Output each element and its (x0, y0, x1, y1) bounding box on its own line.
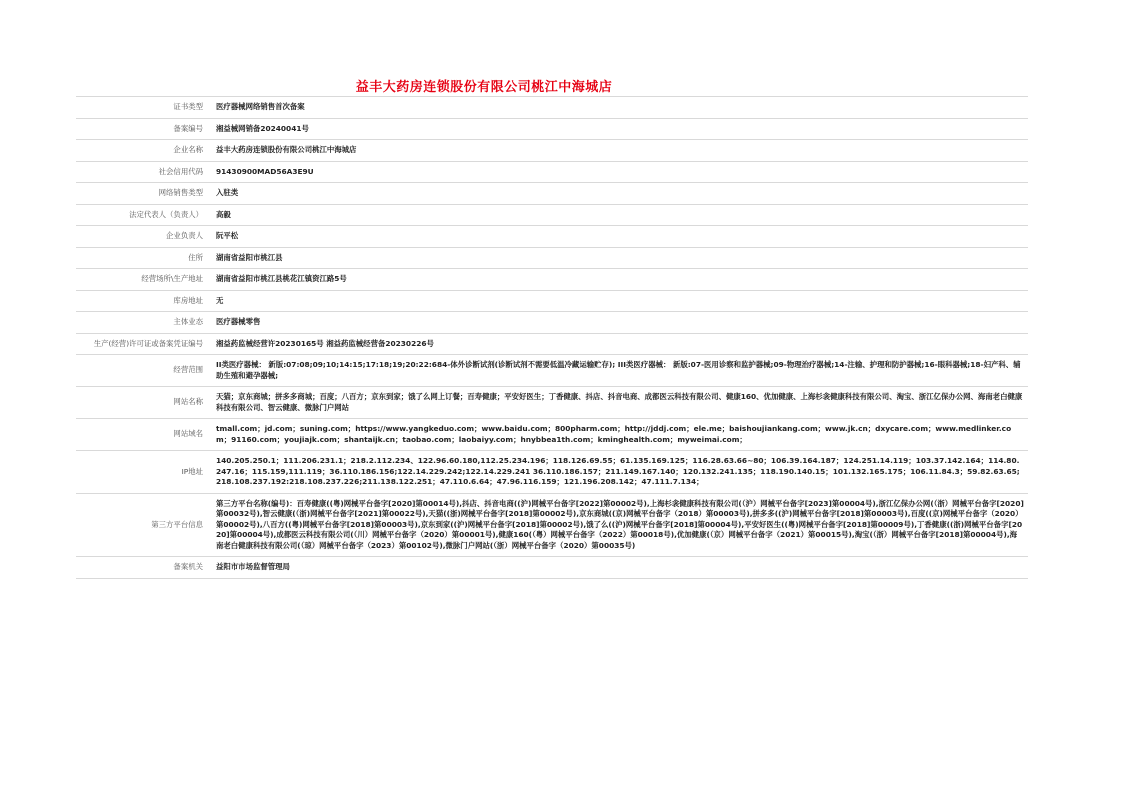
table-row (76, 333, 1028, 355)
row-label: 企业负责人 (166, 231, 203, 240)
table-row (76, 161, 1028, 183)
row-value: 湖南省益阳市桃江县 (216, 252, 283, 262)
row-label: 法定代表人（负责人） (129, 209, 203, 219)
table-row (76, 290, 1028, 312)
record-table (76, 96, 1028, 579)
table-row (76, 312, 1028, 334)
row-label: 网站域名 (173, 429, 203, 439)
row-label: 第三方平台信息 (151, 519, 203, 529)
table-row (76, 451, 1028, 494)
row-value: 天猫；京东商城；拼多多商城；百度；八百方；京东到家；饿了么网上订餐；百寿健康；平安好医生；丁香健康、抖店、抖音电商、成都医云科技有限公司、健康160、优加健康、上海杉衾健康科技有限公司、淘宝、浙江亿保办公网、海南老白健康科技有限公司、智云健康、微脉门户网站 (216, 392, 1023, 412)
table-row (76, 118, 1028, 140)
row-value: 入驻类 (216, 188, 239, 197)
row-value: 益阳市市场监督管理局 (216, 562, 290, 571)
row-label: 网站名称 (173, 397, 203, 407)
row-label: 生产(经营)许可证或备案凭证编号 (93, 338, 203, 348)
table-row (76, 204, 1028, 226)
row-value: 第三方平台名称(编号)：百寿健康((粤)网械平台备字[2020]第00014号),抖店、抖音电商((沪)网械平台备字[2022]第00002号),上海杉衾健康科技有限公司(（沪）网械平台备字[2023]第00004号),浙江亿保办公网(（浙）网械平台备字[2020]第00032号),智云健康(（浙)网械平台备字[2021]第00022号),天猫((浙)网械平台备字[2018]第00002号),京东商城((京)网械平台备字（2018）第00003号),拼多多((沪)网械平台备字[2018]第00003号),百度((京)网械平台备字（2020）第00002号),八百方((粤)网械平台备字[2018]第00003号),京东到家((沪)网械平台备字[2018]第00002号),饿了么((沪)网械平台备字[2018]第00004号),平安好医生((粤)网械平台备字[2018]第00009号),丁香健康((浙)网械平台备字[2020]第00004号),成都医云科技有限公司(（川）网械平台备字（2020）第00001号),健康160(（粤）网械平台备字（2022）第00018号),优加健康(（京）网械平台备字（2021）第00015号),淘宝(（浙）网械平台备字[2018]第00004号),海南老白健康科技有限公司(（琼）网械平台备字（2023）第00102号),微脉门户网站(（浙）网械平台备字（2020）第00035号) (216, 498, 1024, 550)
row-value: 湖南省益阳市桃江县桃花江镇资江路5号 (216, 274, 347, 283)
row-label: 住所 (188, 252, 203, 262)
row-label: 网络销售类型 (158, 188, 203, 197)
row-label: 库房地址 (173, 295, 203, 305)
table-row (76, 557, 1028, 579)
table-row (76, 183, 1028, 205)
row-value: 无 (216, 295, 224, 305)
row-label: 企业名称 (173, 145, 203, 154)
table-row (76, 247, 1028, 269)
row-value: 高毅 (216, 209, 231, 219)
row-label: 备案编号 (173, 123, 203, 133)
table-row (76, 140, 1028, 162)
page-title: 益丰大药房连锁股份有限公司桃江中海城店 (355, 80, 613, 95)
row-label: 备案机关 (173, 562, 203, 571)
table-row (76, 419, 1028, 451)
row-value: tmall.com；jd.com；suning.com；https://www.yangkeduo.com；www.baidu.com；800pharm.com；http://jddj.com；ele.me；baishoujiankang.com；www.jk.cn；dxycare.com；www.medlinker.com；91160.com；youjiajk.com；shantaijk.cn；taobao.com；laobaiyy.com；hnybbea1th.com；kminghealth.com；myweimai.com； (216, 424, 1012, 444)
table-row (76, 493, 1028, 557)
row-label: IP地址 (181, 466, 203, 476)
table-row (76, 226, 1028, 248)
table-row (76, 387, 1028, 419)
table-row (76, 269, 1028, 291)
row-label: 社会信用代码 (158, 166, 203, 176)
row-label: 经营范围 (173, 365, 203, 375)
row-value: II类医疗器械： 新版:07:08;09;10;14:15;17:18;19;20:22:684-体外诊断试剂(诊断试剂不需要低温冷藏运输贮存); III类医疗器械： 新版:07-医用诊察和监护器械;09-物理治疗器械;14-注输、护理和防护器械;16-眼科器械;18-妇产科、辅助生殖和避孕器械; (216, 360, 1021, 380)
row-label: 证书类型 (173, 102, 203, 111)
row-value: 湘益械网销备20240041号 (216, 123, 309, 133)
table-row (76, 97, 1028, 119)
row-value: 阮平松 (216, 231, 239, 240)
row-value: 医疗器械零售 (216, 317, 261, 326)
row-label: 主体业态 (173, 317, 203, 326)
table-row (76, 355, 1028, 387)
row-value: 91430900MAD56A3E9U (216, 166, 314, 176)
row-value: 益丰大药房连锁股份有限公司桃江中海城店 (216, 145, 357, 154)
row-value: 140.205.250.1；111.206.231.1；218.2.112.234、122.96.60.180,112.25.234.196；118.126.69.55；61.135.169.125；116.28.63.66~80；106.39.164.187；124.251.14.119；103.37.142.164；114.80.247.16；115.159,111.119；36.110.186.156;122.14.229.242;122.14.229.241 36.110.186.157；211.149.167.140；120.132.241.135；118.190.140.15；101.132.165.175；106.11.84.3；59.82.63.65;218.108.237.192:218.108.237.226;211.138.122.251；47.110.6.64；47.96.116.159；121.196.208.142；47.111.7.134； (216, 456, 1020, 486)
row-label: 经营场所\生产地址 (141, 274, 203, 283)
row-value: 医疗器械网络销售首次备案 (216, 102, 305, 111)
row-value: 湘益药监械经营许20230165号 湘益药监械经营备20230226号 (216, 338, 434, 348)
